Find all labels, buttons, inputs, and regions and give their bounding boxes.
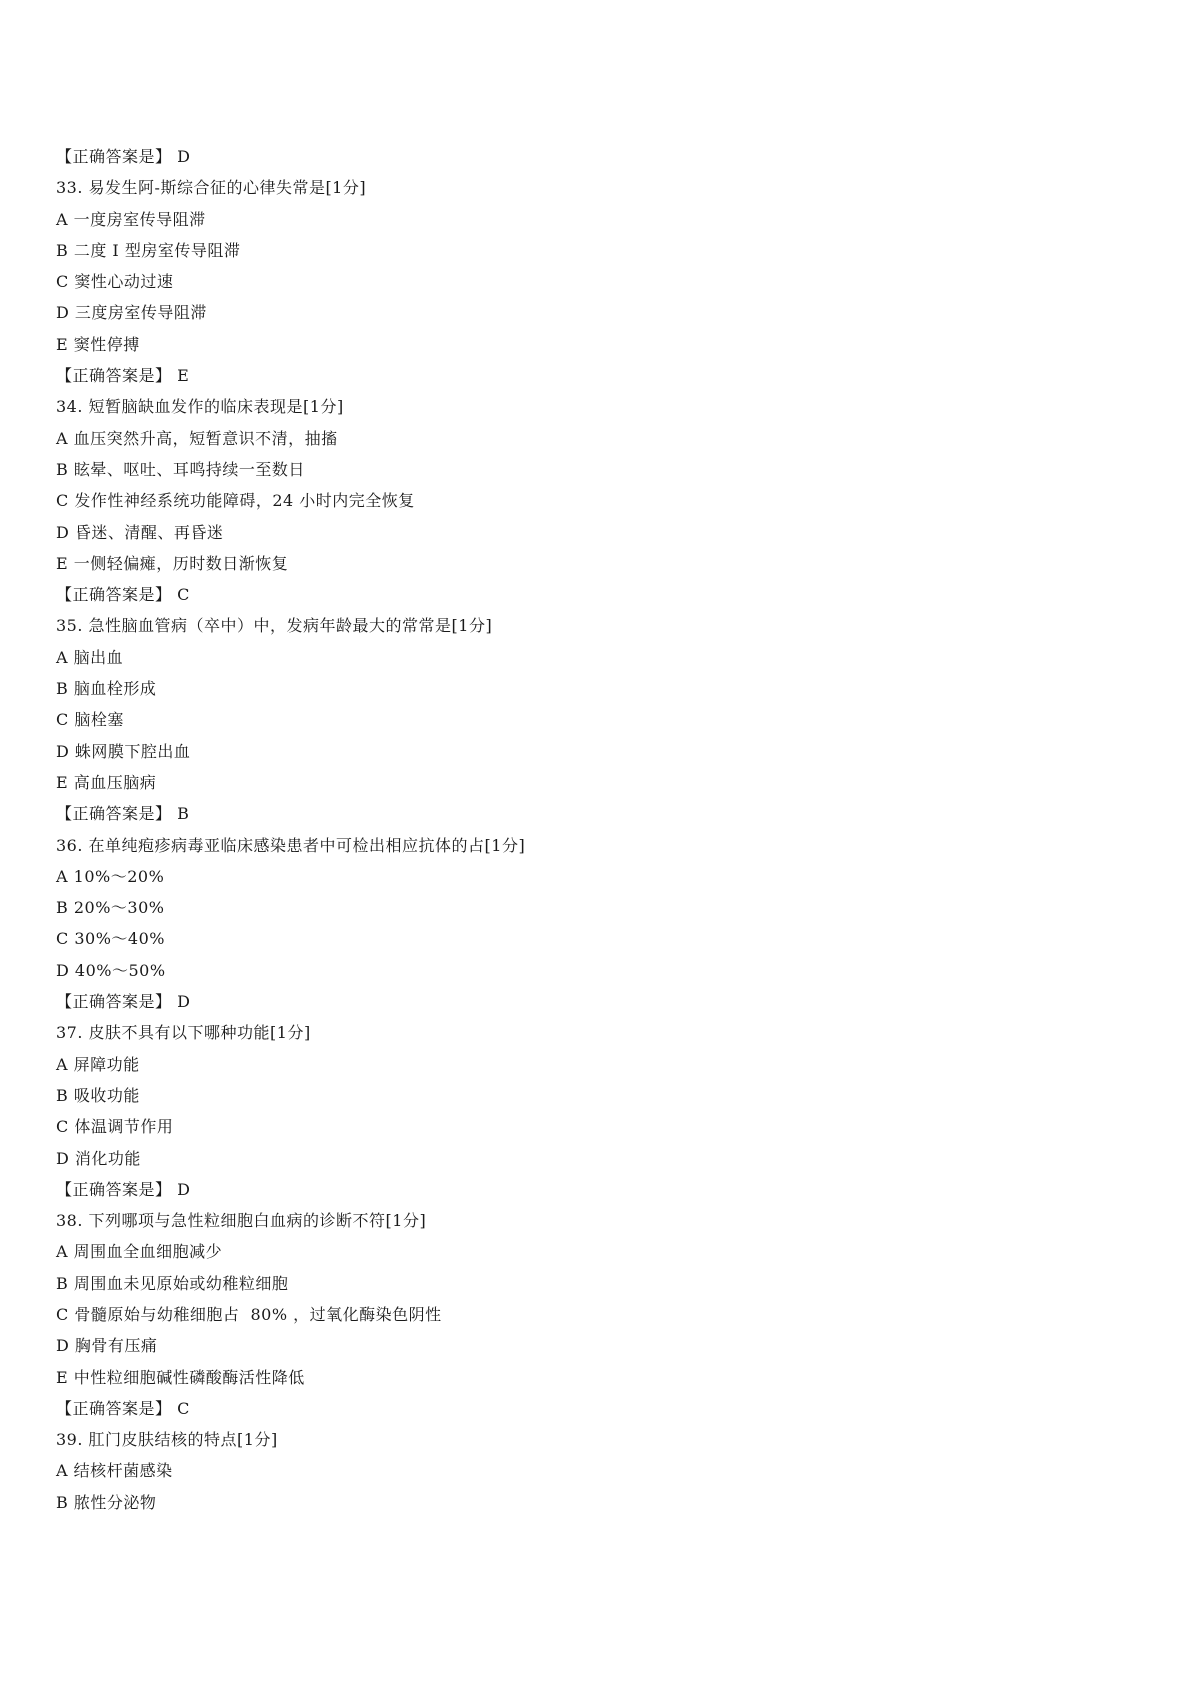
- option-line: E 窦性停搏: [56, 334, 140, 354]
- answer-line: 【正确答案是】 B: [56, 804, 190, 824]
- option-line: A 脑出血: [56, 647, 124, 667]
- answer-line: 【正确答案是】 D: [56, 1179, 191, 1199]
- option-line: D 昏迷、清醒、再昏迷: [56, 522, 224, 542]
- option-line: D 40%～50%: [56, 960, 166, 980]
- option-line: C 30%～40%: [56, 929, 165, 949]
- answer-line: 【正确答案是】 D: [56, 147, 191, 166]
- option-line: A 屏障功能: [56, 1054, 140, 1074]
- option-line: B 吸收功能: [56, 1085, 140, 1105]
- option-line: E 一侧轻偏瘫，历时数日渐恢复: [56, 553, 289, 573]
- option-line: C 骨髓原始与幼稚细胞占 80% ，过氧化酶染色阴性: [56, 1304, 442, 1324]
- answer-line: 【正确答案是】 C: [56, 1398, 190, 1418]
- option-line: E 高血压脑病: [56, 772, 157, 792]
- option-line: A 10%～20%: [56, 866, 165, 886]
- option-line: B 脓性分泌物: [56, 1492, 157, 1512]
- option-line: C 发作性神经系统功能障碍，24 小时内完全恢复: [56, 491, 415, 511]
- question-line: 33. 易发生阿-斯综合征的心律失常是[1分]: [56, 178, 367, 198]
- option-line: C 脑栓塞: [56, 710, 124, 730]
- option-line: A 结核杆菌感染: [56, 1461, 173, 1481]
- question-line: 36. 在单纯疱疹病毒亚临床感染患者中可检出相应抗体的占[1分]: [56, 835, 526, 855]
- option-line: C 体温调节作用: [56, 1117, 174, 1137]
- option-line: D 胸骨有压痛: [56, 1336, 158, 1356]
- option-line: A 一度房室传导阻滞: [56, 209, 206, 229]
- option-line: B 20%～30%: [56, 898, 165, 918]
- option-line: D 消化功能: [56, 1148, 141, 1168]
- option-line: B 脑血栓形成: [56, 679, 157, 699]
- option-line: C 窦性心动过速: [56, 272, 174, 292]
- option-line: B 眩晕、呕吐、耳鸣持续一至数日: [56, 459, 305, 479]
- option-line: A 血压突然升高，短暂意识不清，抽搐: [56, 428, 338, 448]
- answer-line: 【正确答案是】 C: [56, 585, 190, 605]
- question-line: 34. 短暂脑缺血发作的临床表现是[1分]: [56, 397, 344, 417]
- option-line: B 二度 I 型房室传导阻滞: [56, 240, 241, 260]
- answer-line: 【正确答案是】 E: [56, 366, 190, 386]
- question-line: 37. 皮肤不具有以下哪种功能[1分]: [56, 1023, 311, 1043]
- question-line: 39. 肛门皮肤结核的特点[1分]: [56, 1430, 278, 1450]
- option-line: D 蛛网膜下腔出血: [56, 741, 191, 761]
- option-line: D 三度房室传导阻滞: [56, 303, 207, 323]
- option-line: E 中性粒细胞碱性磷酸酶活性降低: [56, 1367, 305, 1387]
- option-line: A 周围血全血细胞减少: [56, 1242, 223, 1262]
- question-line: 38. 下列哪项与急性粒细胞白血病的诊断不符[1分]: [56, 1211, 427, 1231]
- option-line: B 周围血未见原始或幼稚粒细胞: [56, 1273, 289, 1293]
- question-line: 35. 急性脑血管病（卒中）中，发病年龄最大的常常是[1分]: [56, 616, 493, 636]
- question-text-block: [56, 141, 525, 1518]
- answer-line: 【正确答案是】 D: [56, 992, 191, 1012]
